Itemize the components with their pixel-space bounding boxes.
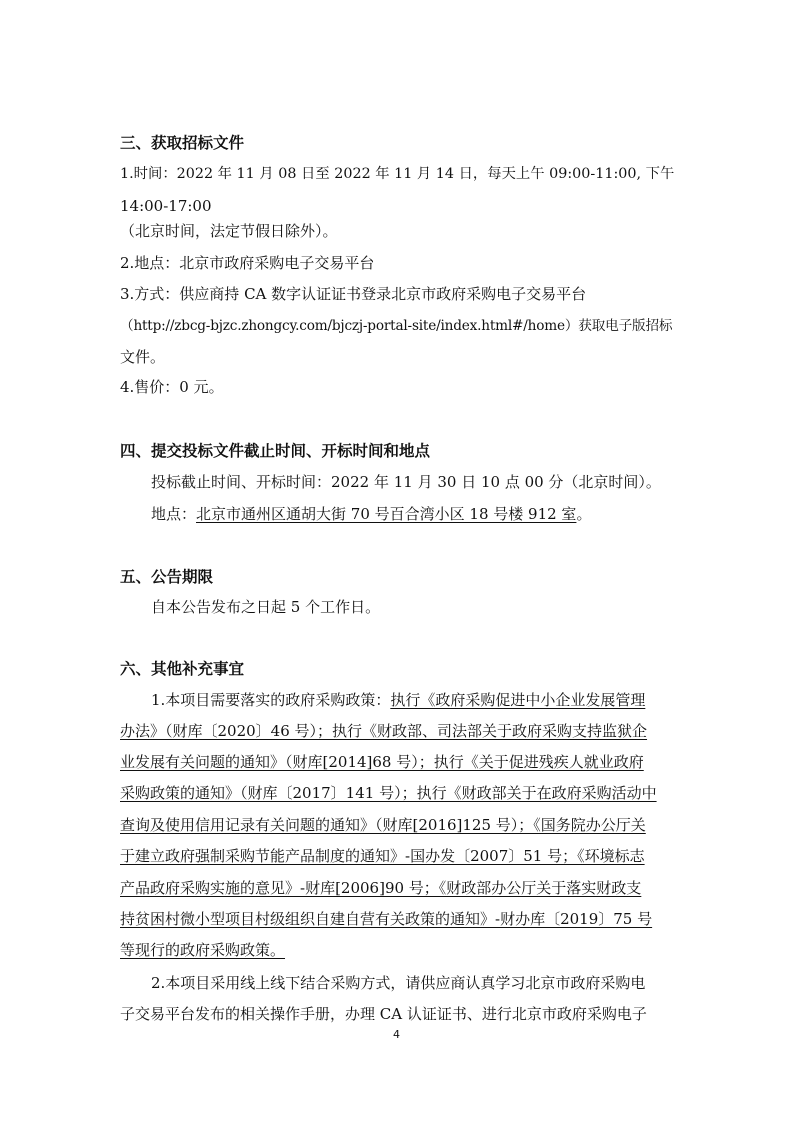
bid-deadline-line: 投标截止时间、开标时间：2022 年 11 月 30 日 10 点 00 分（北京时间）。 [151,473,661,491]
section-heading-notice-period: 五、公告期限 [120,568,214,586]
policy-paragraph-line: 等现行的政府采购政策。 [120,941,286,959]
tender-docs-time-note-line: （北京时间，法定节假日除外）。 [120,222,338,240]
policy-paragraph-line: 于建立政府强制采购节能产品制度的通知》-国办发〔2007〕51 号；《环境标志 [120,847,645,865]
policy-paragraph-line: 业发展有关问题的通知》（财库[2014]68 号）；执行《关于促进残疾人就业政府 [120,753,644,771]
notice-period-line: 自本公告发布之日起 5 个工作日。 [151,598,381,616]
section-heading-bid-deadline: 四、提交投标文件截止时间、开标时间和地点 [120,442,431,460]
tender-docs-method-line: 3.方式：供应商持 CA 数字认证证书登录北京市政府采购电子交易平台 [120,285,587,303]
policy-paragraph-label: 1.本项目需要落实的政府采购政策： [151,691,391,709]
policy-paragraph-line: 产品政府采购实施的意见》-财库[2006]90 号；《财政部办公厅关于落实财政支 [120,879,642,897]
policy-paragraph-line: 查询及使用信用记录有关问题的通知》（财库[2016]125 号）；《国务院办公厅关 [120,816,646,834]
bid-location-address: 北京市通州区通胡大街 70 号百合湾小区 18 号楼 912 室 [196,505,577,523]
policy-paragraph-underlined-start: 执行《政府采购促进中小企业发展管理 [390,691,646,709]
tender-docs-url-line: （http://zbcg-bjzc.zhongcy.com/bjczj-portal-site/index.html#/home）获取电子版招标 [120,318,673,334]
procurement-method-paragraph-line: 2.本项目采用线上线下结合采购方式，请供应商认真学习北京市政府采购电 [151,974,646,992]
procurement-method-paragraph-line: 子交易平台发布的相关操作手册，办理 CA 认证证书、进行北京市政府采购电子 [120,1005,647,1023]
section-heading-obtain-tender-docs: 三、获取招标文件 [120,134,245,152]
policy-paragraph-line: 办法》（财库〔2020〕46 号）；执行《财政部、司法部关于政府采购支持监狱企 [120,722,648,740]
policy-paragraph-first-line [151,690,645,710]
tender-docs-price-line: 4.售价：0 元。 [120,378,224,396]
tender-docs-method-end-line: 文件。 [120,348,166,366]
policy-paragraph-line: 采购政策的通知》（财库〔2017〕141 号）；执行《财政部关于在政府采购活动中 [120,784,657,802]
tender-docs-time-line: 1.时间：2022 年 11 月 08 日至 2022 年 11 月 14 日，每天上午 09:00-11:00, 下午 [120,166,675,182]
page-number: 4 [393,1028,400,1041]
bid-location-label: 地点： [151,505,197,523]
tender-docs-time-afternoon-line: 14:00-17:00 [120,197,212,215]
section-heading-other-matters: 六、其他补充事宜 [120,660,245,678]
bid-location-end: 。 [576,505,592,523]
policy-paragraph-line: 持贫困村微小型项目村级组织自建自营有关政策的通知》-财办库〔2019〕75 号 [120,910,653,928]
tender-docs-location-line: 2.地点：北京市政府采购电子交易平台 [120,254,375,272]
bid-location-line [151,504,591,524]
